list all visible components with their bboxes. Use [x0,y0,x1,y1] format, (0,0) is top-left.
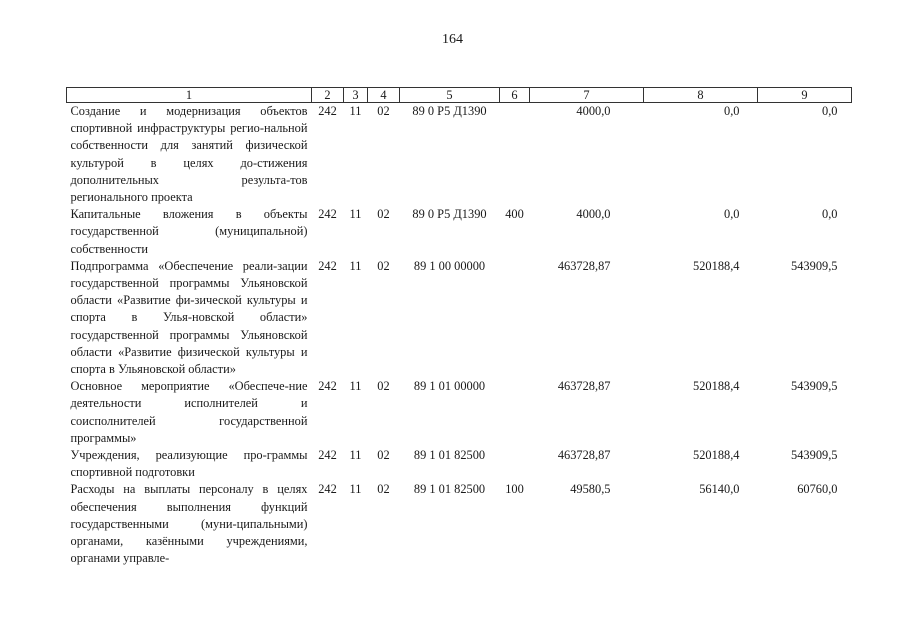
table-header [67,88,852,103]
cell-amount-7: 4000,0 [576,207,611,222]
header-col-8: 8 [644,88,758,103]
cell-amount-7: 4000,0 [576,104,611,118]
cell-amount-9: 543909,5 [791,258,838,273]
table-row [67,447,852,481]
table-row [67,481,852,567]
row-name: Подпрограмма «Обеспечение реали-зации государственной программы Ульяновской области «Развитие фи-зической культуры и спорта в Улья-новской области» государственной программы Ульяновской области «Развитие физической культуры и спорта в Ульяновской области» [70,258,308,377]
budget-table-sheet [66,87,851,567]
cell-expense-type: 400 [505,207,524,222]
cell-target-item: 89 1 01 82500 [413,448,486,463]
cell-amount-7: 463728,87 [557,448,611,463]
cell-amount-8: 56140,0 [699,482,740,497]
table-row [67,206,852,258]
header-col-9: 9 [758,88,852,103]
cell-amount-8: 0,0 [724,207,740,222]
cell-section-code: 11 [349,104,362,118]
header-col-4: 4 [368,88,400,103]
row-name: Основное мероприятие «Обеспече-ние деятельности исполнителей и соисполнителей государственной программы» [70,379,308,445]
cell-amount-8: 520188,4 [693,258,740,273]
cell-ministry-code: 242 [318,104,337,118]
cell-section-code: 11 [349,379,362,394]
cell-ministry-code: 242 [318,379,337,394]
cell-section-code: 11 [349,482,362,497]
header-col-5: 5 [400,88,500,103]
cell-amount-8: 520188,4 [693,379,740,394]
row-name: Создание и модернизация объектов спортивной инфраструктуры регио-нальной собственности для занятий физической культурой в целях до-стижения дополнительных результа-тов регионального проекта [70,104,308,205]
cell-expense-type [500,378,530,447]
cell-target-item: 89 1 01 82500 [413,482,486,497]
cell-amount-8: 520188,4 [693,448,740,463]
budget-table [66,87,852,567]
table-row [67,258,852,378]
cell-expense-type [500,103,530,207]
cell-section-code: 11 [349,448,362,463]
header-col-2: 2 [312,88,344,103]
cell-amount-7: 463728,87 [557,258,611,273]
cell-subsection-code: 02 [377,448,390,463]
cell-subsection-code: 02 [377,104,390,118]
cell-subsection-code: 02 [377,207,390,222]
cell-amount-9: 543909,5 [791,448,838,463]
cell-amount-9: 0,0 [822,104,838,118]
table-row [67,103,852,207]
cell-amount-7: 463728,87 [557,379,611,394]
cell-amount-9: 543909,5 [791,379,838,394]
cell-expense-type [500,447,530,481]
page-number: 164 [442,32,463,47]
cell-subsection-code: 02 [377,482,390,497]
header-col-3: 3 [344,88,368,103]
cell-expense-type [500,258,530,378]
cell-amount-9: 0,0 [822,207,838,222]
cell-amount-7: 49580,5 [570,482,611,497]
cell-target-item: 89 1 00 00000 [413,258,486,273]
cell-ministry-code: 242 [318,482,337,497]
cell-ministry-code: 242 [318,207,337,222]
row-name: Капитальные вложения в объекты государственной (муниципальной) собственности [70,207,308,256]
cell-subsection-code: 02 [377,258,390,273]
cell-target-item: 89 0 Р5 Д1390 [412,207,487,222]
table-row [67,378,852,447]
cell-target-item: 89 1 01 00000 [413,379,486,394]
header-col-6: 6 [500,88,530,103]
table-body [67,103,852,568]
cell-target-item: 89 0 Р5 Д1390 [412,104,487,118]
header-col-1: 1 [67,88,312,103]
header-col-7: 7 [530,88,644,103]
cell-subsection-code: 02 [377,379,390,394]
header-row [67,88,852,103]
cell-expense-type: 100 [505,482,524,497]
cell-amount-8: 0,0 [724,104,740,118]
cell-ministry-code: 242 [318,258,337,273]
cell-amount-9: 60760,0 [797,482,838,497]
cell-section-code: 11 [349,258,362,273]
cell-section-code: 11 [349,207,362,222]
row-name: Учреждения, реализующие про-граммы спортивной подготовки [70,448,308,480]
row-name: Расходы на выплаты персоналу в целях обеспечения выполнения функций государственными (муни-ципальными) органами, казёнными учреждениями, органами управле- [70,482,308,566]
cell-ministry-code: 242 [318,448,337,463]
